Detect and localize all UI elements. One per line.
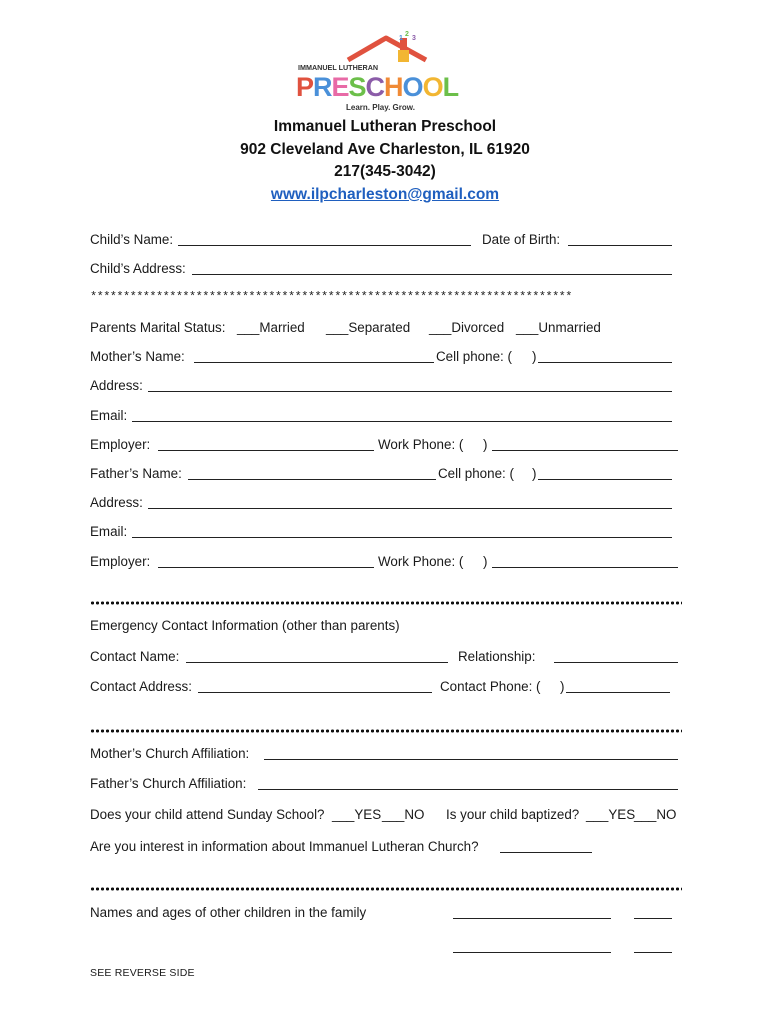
child-name-field[interactable] <box>178 230 471 246</box>
sunday-school-yes[interactable]: ___YES <box>332 807 382 822</box>
mother-address-row <box>90 376 678 396</box>
mother-cell-field[interactable] <box>538 347 672 363</box>
svg-text:3: 3 <box>412 35 416 42</box>
church-interest-field[interactable] <box>500 837 592 853</box>
contact-name-field[interactable] <box>186 647 448 663</box>
svg-text:2: 2 <box>405 31 409 38</box>
divorced-option[interactable]: ___Divorced <box>429 320 505 335</box>
marital-status-label: Parents Marital Status: <box>90 320 226 335</box>
father-name-field[interactable] <box>188 464 436 480</box>
other-children-label: Names and ages of other children in the family <box>90 905 367 920</box>
baptized-yes[interactable]: ___YES <box>586 807 636 822</box>
svg-text:1: 1 <box>399 35 403 42</box>
mother-employer-field[interactable] <box>158 435 374 451</box>
child-name-row <box>90 230 678 250</box>
father-name-label: Father’s Name: <box>90 466 182 481</box>
contact-address-label: Contact Address: <box>90 679 192 694</box>
marital-status-row <box>90 318 678 338</box>
mother-work-phone-close: ) <box>483 437 488 452</box>
other-children-row-2 <box>90 937 678 957</box>
logo-main-text: PRESCHOOL <box>296 72 459 102</box>
see-reverse-side: SEE REVERSE SIDE <box>90 967 195 979</box>
father-employer-row <box>90 552 678 572</box>
mother-name-field[interactable] <box>194 347 434 363</box>
contact-name-row <box>90 647 678 667</box>
mother-name-label: Mother’s Name: <box>90 349 185 364</box>
school-email-link[interactable]: www.ilpcharleston@gmail.com <box>270 186 500 203</box>
father-cell-field[interactable] <box>538 464 672 480</box>
child-address-row <box>90 259 678 279</box>
mother-email-row <box>90 406 678 426</box>
dob-label: Date of Birth: <box>482 232 561 247</box>
child-address-label: Child’s Address: <box>90 261 186 276</box>
mother-church-field[interactable] <box>264 744 678 760</box>
father-church-row <box>90 774 678 794</box>
father-address-row <box>90 493 678 513</box>
child-name-field-1[interactable] <box>453 903 611 919</box>
mother-cell-close: ) <box>532 349 537 364</box>
father-email-label: Email: <box>90 524 128 539</box>
father-name-row <box>90 464 678 484</box>
relationship-field[interactable] <box>554 647 678 663</box>
other-children-row <box>90 903 678 923</box>
father-church-label: Father’s Church Affiliation: <box>90 776 247 791</box>
sunday-school-row <box>90 805 678 825</box>
father-cell-label: Cell phone: ( <box>438 466 514 481</box>
logo-top-text: IMMANUEL LUTHERAN <box>298 63 379 72</box>
mother-email-label: Email: <box>90 408 128 423</box>
contact-address-row <box>90 677 678 697</box>
mother-work-phone-label: Work Phone: ( <box>378 437 464 452</box>
father-address-field[interactable] <box>148 493 672 509</box>
relationship-label: Relationship: <box>458 649 536 664</box>
sunday-school-no[interactable]: ___NO <box>382 807 425 822</box>
baptized-no[interactable]: ___NO <box>634 807 677 822</box>
unmarried-option[interactable]: ___Unmarried <box>516 320 601 335</box>
contact-phone-close: ) <box>560 679 565 694</box>
school-address: 902 Cleveland Ave Charleston, IL 61920 <box>240 141 530 158</box>
father-work-phone-field[interactable] <box>492 552 678 568</box>
contact-phone-field[interactable] <box>566 677 670 693</box>
contact-address-field[interactable] <box>198 677 432 693</box>
mother-work-phone-field[interactable] <box>492 435 678 451</box>
logo-tagline: Learn. Play. Grow. <box>346 103 415 112</box>
preschool-logo <box>294 28 470 114</box>
mother-employer-row <box>90 435 678 455</box>
mother-address-field[interactable] <box>148 376 672 392</box>
child-age-field-1[interactable] <box>634 903 672 919</box>
dob-field[interactable] <box>568 230 672 246</box>
father-cell-close: ) <box>532 466 537 481</box>
child-name-label: Child’s Name: <box>90 232 174 247</box>
father-work-phone-close: ) <box>483 554 488 569</box>
dotted-separator <box>90 601 682 605</box>
mother-church-row <box>90 744 678 764</box>
star-separator: ************************************************************************* <box>90 290 572 304</box>
child-age-field-2[interactable] <box>634 937 672 953</box>
baptized-question: Is your child baptized? <box>446 807 580 822</box>
school-name: Immanuel Lutheran Preschool <box>273 118 497 135</box>
mother-church-label: Mother’s Church Affiliation: <box>90 746 250 761</box>
mother-cell-label: Cell phone: ( <box>436 349 512 364</box>
contact-name-label: Contact Name: <box>90 649 180 664</box>
school-phone: 217(345-3042) <box>334 163 436 180</box>
church-interest-row <box>90 837 678 857</box>
contact-phone-label: Contact Phone: ( <box>440 679 541 694</box>
dotted-separator <box>90 729 682 733</box>
mother-employer-label: Employer: <box>90 437 151 452</box>
father-email-row <box>90 522 678 542</box>
sunday-school-question: Does your child attend Sunday School? <box>90 807 325 822</box>
mother-name-row <box>90 347 678 367</box>
mother-address-label: Address: <box>90 378 143 393</box>
child-address-field[interactable] <box>192 259 672 275</box>
emergency-heading: Emergency Contact Information (other than parents) <box>90 618 400 633</box>
father-employer-label: Employer: <box>90 554 151 569</box>
father-church-field[interactable] <box>258 774 678 790</box>
father-email-field[interactable] <box>132 522 672 538</box>
separated-option[interactable]: ___Separated <box>326 320 411 335</box>
married-option[interactable]: ___Married <box>237 320 305 335</box>
dotted-separator <box>90 887 682 891</box>
child-name-field-2[interactable] <box>453 937 611 953</box>
father-address-label: Address: <box>90 495 143 510</box>
mother-email-field[interactable] <box>132 406 672 422</box>
church-interest-question: Are you interest in information about Immanuel Lutheran Church? <box>90 839 479 854</box>
father-employer-field[interactable] <box>158 552 374 568</box>
father-work-phone-label: Work Phone: ( <box>378 554 464 569</box>
emergency-heading-row <box>90 616 678 636</box>
